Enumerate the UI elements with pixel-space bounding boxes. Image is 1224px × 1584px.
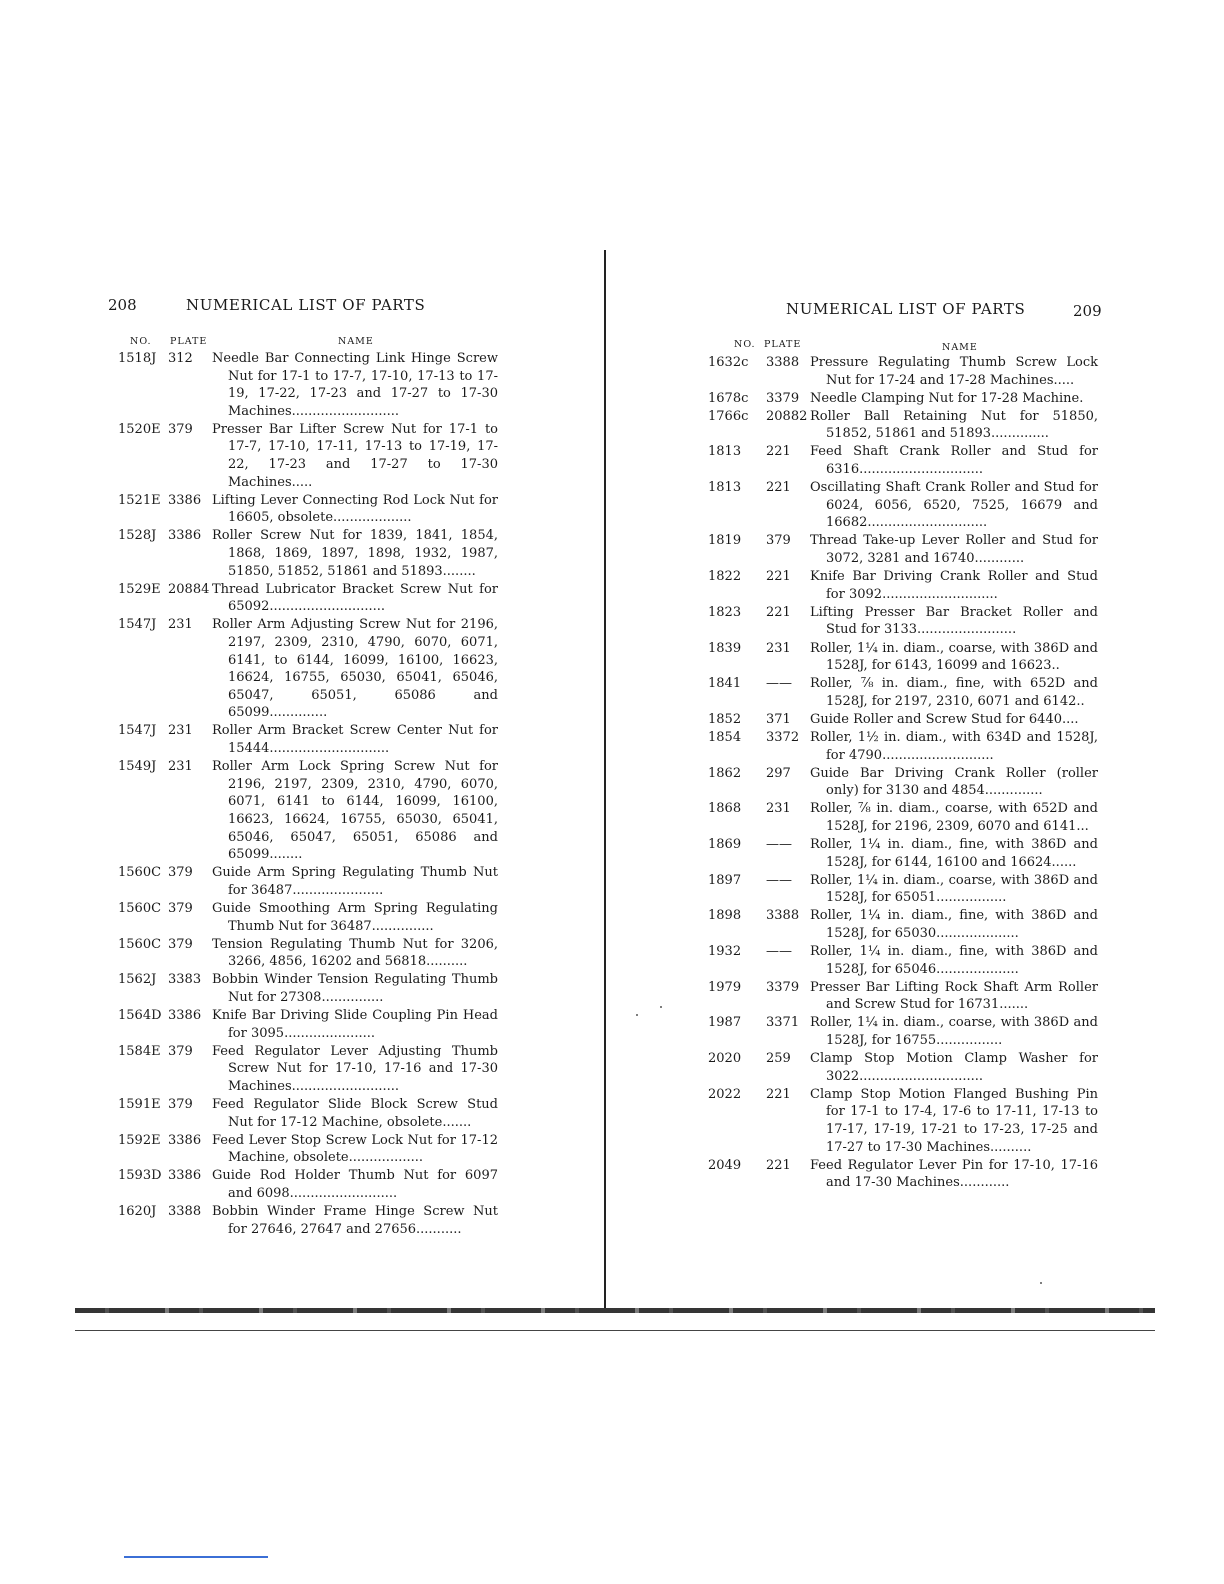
parts-entry [708, 532, 1098, 567]
part-number: 1584E [118, 1043, 161, 1059]
plate-number: 3386 [168, 492, 202, 508]
part-name: Feed Regulator Slide Block Screw Stud Nut for 17-12 Machine, obsolete....... [212, 1096, 498, 1130]
parts-entry [708, 979, 1098, 1014]
plate-number: 231 [766, 640, 791, 656]
parts-entry [708, 604, 1098, 639]
plate-number: 20884 [168, 581, 210, 597]
plate-number: 231 [766, 801, 791, 817]
plate-number: —— [766, 872, 792, 888]
part-number: 1564D [118, 1007, 162, 1023]
parts-list [708, 354, 1098, 1192]
part-name: Guide Bar Driving Crank Roller (roller only) for 3130 and 4854.............. [810, 765, 1098, 799]
part-name: Roller, 1¼ in. diam., coarse, with 386D and 1528J, for 16755................ [810, 1015, 1098, 1049]
page-number: 209 [1073, 302, 1102, 320]
plate-number: 231 [168, 617, 193, 633]
plate-number: 221 [766, 1086, 791, 1102]
part-name: Roller Ball Retaining Nut for 51850, 51852, 51861 and 51893.............. [810, 408, 1098, 442]
plate-number: —— [766, 837, 792, 853]
part-number: 2022 [708, 1086, 742, 1102]
part-name: Roller Arm Adjusting Screw Nut for 2196, 2197, 2309, 2310, 4790, 6070, 6071, 6141, to 6144, 16099, 16100, 16623, 16624, 16755, 65030, 65041, 65046, 65047, 65051, 65086 and 65099.............. [212, 617, 498, 721]
part-name: Roller, 1¼ in. diam., fine, with 386D and 1528J, for 65030.................... [810, 908, 1098, 941]
plate-number: 259 [766, 1051, 791, 1067]
part-name: Needle Bar Connecting Link Hinge Screw Nut for 17-1 to 17-7, 17-10, 17-13 to 17-19, 17-22, 17-23 and 17-27 to 17-30 Machines.......................... [212, 351, 498, 419]
part-number: 1822 [708, 569, 742, 585]
plate-number: 20882 [766, 408, 808, 424]
parts-entry [708, 765, 1098, 800]
plate-number: —— [766, 676, 792, 692]
parts-entry [118, 1167, 498, 1202]
part-name: Guide Arm Spring Regulating Thumb Nut for 36487...................... [212, 865, 498, 898]
parts-entry [118, 581, 498, 616]
part-number: 2020 [708, 1051, 742, 1067]
column-header-name: NAME [942, 342, 978, 353]
parts-entry [118, 1132, 498, 1167]
part-name: Roller, 1½ in. diam., with 634D and 1528J, for 4790........................... [810, 729, 1098, 763]
plate-number: 379 [168, 1096, 193, 1112]
part-number: 1549J [118, 759, 157, 775]
parts-entry [708, 1050, 1098, 1085]
parts-entry [708, 568, 1098, 603]
part-name: Tension Regulating Thumb Nut for 3206, 3266, 4856, 16202 and 56818.......... [212, 936, 498, 970]
page-number: 208 [108, 296, 137, 314]
part-name: Guide Smoothing Arm Spring Regulating Thumb Nut for 36487............... [212, 900, 498, 934]
parts-entry [708, 408, 1098, 443]
part-number: 1592E [118, 1132, 161, 1148]
parts-entry [708, 836, 1098, 871]
parts-entry [118, 1007, 498, 1042]
parts-entry [708, 872, 1098, 907]
column-header-plate: PLATE [170, 336, 208, 347]
running-head: NUMERICAL LIST OF PARTS [186, 296, 426, 314]
part-number: 1862 [708, 765, 742, 781]
parts-list [118, 350, 498, 1239]
part-number: 1979 [708, 979, 742, 995]
parts-entry [708, 1157, 1098, 1192]
part-number: 1852 [708, 711, 742, 727]
part-number: 1854 [708, 729, 742, 745]
part-name: Roller Screw Nut for 1839, 1841, 1854, 1868, 1869, 1897, 1898, 1932, 1987, 51850, 51852, 51861 and 51893........ [212, 528, 498, 579]
plate-number: 379 [168, 900, 193, 916]
part-number: 1932 [708, 944, 742, 960]
part-name: Roller, ⅞ in. diam., fine, with 652D and 1528J, for 2197, 2310, 6071 and 6142.. [810, 676, 1098, 709]
plate-number: 297 [766, 765, 791, 781]
parts-entry [708, 479, 1098, 532]
parts-entry [708, 711, 1098, 729]
part-number: 1560C [118, 865, 162, 881]
column-header-name: NAME [338, 336, 374, 347]
plate-number: 3386 [168, 528, 202, 544]
plate-number: 3379 [766, 979, 800, 995]
plate-number: 221 [766, 1157, 791, 1173]
part-number: 1823 [708, 604, 742, 620]
plate-number: 379 [168, 421, 193, 437]
plate-number: 231 [168, 723, 193, 739]
part-name: Needle Clamping Nut for 17-28 Machine. [810, 390, 1084, 406]
part-number: 1841 [708, 676, 742, 692]
part-number: 1987 [708, 1015, 742, 1031]
parts-entry [708, 800, 1098, 835]
part-name: Roller Arm Bracket Screw Center Nut for 15444............................. [212, 723, 498, 757]
parts-entry [118, 1203, 498, 1238]
plate-number: 3379 [766, 390, 800, 406]
part-name: Guide Roller and Screw Stud for 6440.... [810, 711, 1079, 727]
plate-number: 3386 [168, 1007, 202, 1023]
part-name: Clamp Stop Motion Flanged Bushing Pin for 17-1 to 17-4, 17-6 to 17-11, 17-13 to 17-17, 17-19, 17-21 to 17-23, 17-25 and 17-27 to 17-30 Machines.......... [810, 1086, 1098, 1155]
plate-number: —— [766, 944, 792, 960]
parts-entry [118, 616, 498, 722]
column-header-no: NO. [734, 339, 756, 350]
part-number: 1766c [708, 408, 749, 424]
parts-entry [708, 1014, 1098, 1049]
part-number: 1813 [708, 480, 742, 496]
column-header-no: NO. [130, 336, 152, 347]
part-number: 1813 [708, 444, 742, 460]
plate-number: 3372 [766, 729, 800, 745]
plate-number: 312 [168, 351, 193, 366]
plate-number: 3388 [766, 908, 800, 924]
part-name: Roller Arm Lock Spring Screw Nut for 2196, 2197, 2309, 2310, 4790, 6070, 6071, 6141 to 6144, 16099, 16100, 16623, 16624, 16755, 65030, 65041, 65046, 65047, 65051, 65086 and 65099........ [212, 759, 498, 863]
part-name: Feed Regulator Lever Pin for 17-10, 17-16 and 17-30 Machines............ [810, 1157, 1098, 1191]
part-number: 1593D [118, 1168, 162, 1184]
part-number: 1898 [708, 908, 742, 924]
parts-entry [708, 729, 1098, 764]
parts-entry [118, 1043, 498, 1096]
part-number: 1521E [118, 492, 161, 508]
part-name: Lifting Presser Bar Bracket Roller and Stud for 3133........................ [810, 604, 1098, 638]
plate-number: 379 [766, 533, 791, 549]
plate-number: 3386 [168, 1168, 202, 1184]
parts-entry [118, 421, 498, 491]
part-name: Knife Bar Driving Slide Coupling Pin Head for 3095...................... [212, 1007, 498, 1041]
plate-number: 221 [766, 604, 791, 620]
part-number: 1528J [118, 528, 157, 544]
part-number: 1520E [118, 421, 161, 437]
part-name: Roller, 1¼ in. diam., coarse, with 386D and 1528J, for 6143, 16099 and 16623.. [810, 640, 1098, 674]
part-name: Roller, 1¼ in. diam., fine, with 386D and 1528J, for 65046.................... [810, 944, 1098, 977]
plate-number: 379 [168, 865, 193, 881]
parts-entry [708, 675, 1098, 710]
running-head: NUMERICAL LIST OF PARTS [786, 300, 1026, 318]
part-name: Presser Bar Lifter Screw Nut for 17-1 to 17-7, 17-10, 17-11, 17-13 to 17-19, 17-22, 17-23 and 17-27 to 17-30 Machines..... [212, 421, 498, 490]
parts-entry [118, 758, 498, 864]
part-name: Roller, 1¼ in. diam., coarse, with 386D and 1528J, for 65051................. [810, 872, 1098, 906]
parts-entry [118, 722, 498, 757]
part-number: 1839 [708, 640, 742, 656]
plate-number: 3388 [766, 355, 800, 370]
parts-entry [118, 350, 498, 420]
part-name: Lifting Lever Connecting Rod Lock Nut for 16605, obsolete................... [212, 492, 498, 526]
plate-number: 3386 [168, 1132, 202, 1148]
right-page [604, 0, 1224, 1584]
part-name: Presser Bar Lifting Rock Shaft Arm Roller and Screw Stud for 16731....... [810, 979, 1098, 1013]
parts-entry [708, 943, 1098, 978]
left-page [0, 0, 600, 1584]
part-number: 2049 [708, 1157, 742, 1173]
part-name: Oscillating Shaft Crank Roller and Stud for 6024, 6056, 6520, 7525, 16679 and 16682............................. [810, 480, 1098, 531]
plate-number: 221 [766, 444, 791, 460]
plate-number: 3371 [766, 1015, 800, 1031]
part-number: 1560C [118, 936, 162, 952]
part-number: 1868 [708, 801, 742, 817]
part-name: Roller, ⅞ in. diam., coarse, with 652D and 1528J, for 2196, 2309, 6070 and 6141... [810, 801, 1098, 834]
part-number: 1547J [118, 723, 157, 739]
parts-entry [118, 527, 498, 580]
part-number: 1678c [708, 390, 749, 406]
plate-number: 379 [168, 936, 193, 952]
parts-entry [708, 354, 1098, 389]
parts-entry [118, 1096, 498, 1131]
plate-number: 379 [168, 1043, 193, 1059]
part-name: Clamp Stop Motion Clamp Washer for 3022.............................. [810, 1051, 1098, 1084]
plate-number: 221 [766, 569, 791, 585]
part-name: Roller, 1¼ in. diam., fine, with 386D and 1528J, for 6144, 16100 and 16624...... [810, 837, 1098, 870]
part-number: 1632c [708, 355, 749, 370]
part-name: Guide Rod Holder Thumb Nut for 6097 and 6098.......................... [212, 1168, 498, 1201]
parts-entry [708, 443, 1098, 478]
plate-number: 231 [168, 759, 193, 775]
part-name: Feed Shaft Crank Roller and Stud for 6316.............................. [810, 444, 1098, 478]
column-header-plate: PLATE [764, 339, 802, 350]
plate-number: 3388 [168, 1204, 202, 1219]
part-number: 1819 [708, 533, 742, 549]
part-number: 1529E [118, 581, 161, 597]
parts-entry [118, 936, 498, 971]
part-number: 1547J [118, 617, 157, 633]
part-name: Thread Take-up Lever Roller and Stud for 3072, 3281 and 16740............ [810, 533, 1098, 567]
part-number: 1897 [708, 872, 742, 888]
parts-entry [118, 971, 498, 1006]
part-name: Bobbin Winder Frame Hinge Screw Nut for 27646, 27647 and 27656........... [212, 1204, 498, 1237]
part-number: 1518J [118, 351, 157, 366]
part-name: Bobbin Winder Tension Regulating Thumb Nut for 27308............... [212, 972, 498, 1005]
part-number: 1620J [118, 1204, 157, 1219]
parts-entry [708, 640, 1098, 675]
part-number: 1562J [118, 972, 157, 988]
part-name: Pressure Regulating Thumb Screw Lock Nut for 17-24 and 17-28 Machines..... [810, 355, 1098, 388]
plate-number: 371 [766, 711, 791, 727]
part-name: Feed Regulator Lever Adjusting Thumb Screw Nut for 17-10, 17-16 and 17-30 Machines.......................... [212, 1043, 498, 1094]
part-number: 1869 [708, 837, 742, 853]
part-name: Feed Lever Stop Screw Lock Nut for 17-12 Machine, obsolete.................. [212, 1132, 498, 1166]
parts-entry [118, 900, 498, 935]
parts-entry [118, 864, 498, 899]
parts-entry [708, 1086, 1098, 1156]
part-name: Thread Lubricator Bracket Screw Nut for 65092............................ [212, 581, 498, 615]
plate-number: 3383 [168, 972, 202, 988]
part-name: Knife Bar Driving Crank Roller and Stud for 3092............................ [810, 569, 1098, 602]
parts-entry [708, 390, 1098, 408]
plate-number: 221 [766, 480, 791, 496]
part-number: 1560C [118, 900, 162, 916]
parts-entry [118, 492, 498, 527]
parts-entry [708, 907, 1098, 942]
part-number: 1591E [118, 1096, 161, 1112]
